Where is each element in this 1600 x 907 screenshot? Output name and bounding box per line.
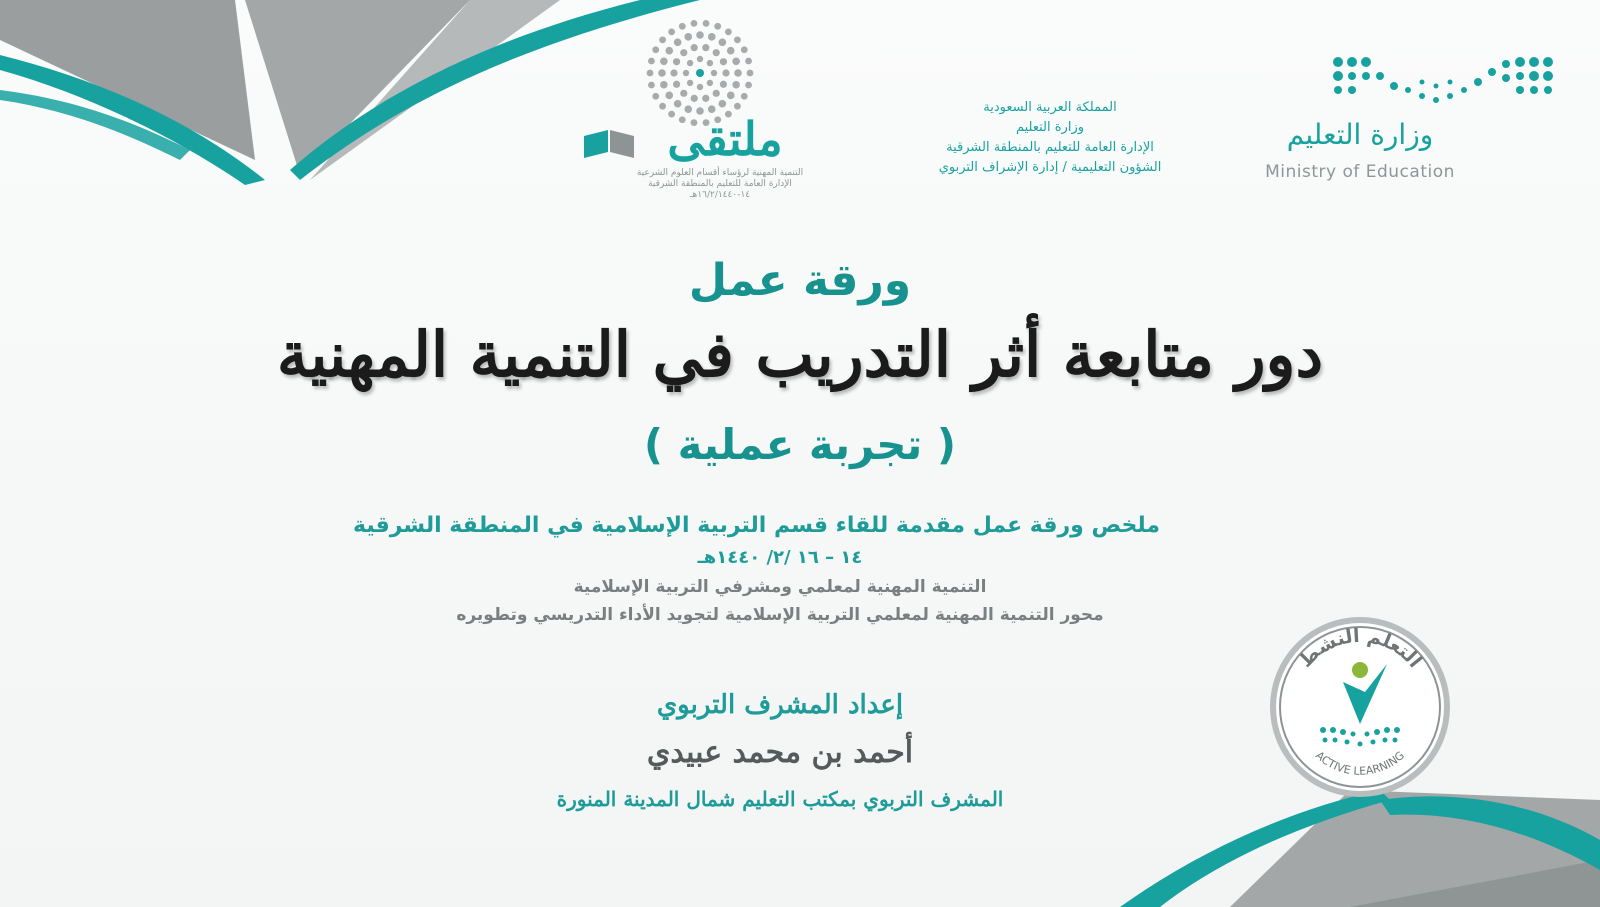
badge-english-text: ACTIVE LEARNING <box>1313 748 1407 778</box>
main-title: دور متابعة أثر التدريب في التنمية المهنية <box>276 318 1324 391</box>
ornament-dot <box>665 92 673 100</box>
ornament-dot <box>680 90 687 97</box>
ornament-dot <box>713 49 720 56</box>
ornament-dot <box>732 57 740 65</box>
ornament-dot <box>660 81 668 89</box>
ornament-dot <box>707 60 713 66</box>
summary-line: ملخص ورقة عمل مقدمة للقاء قسم التربية الإسلامية في المنطقة الشرقية <box>353 513 1160 538</box>
ornament-dot <box>665 47 673 55</box>
author-office: المشرف التربوي بمكتب التعليم شمال المدينة المنورة <box>556 787 1004 811</box>
ornament-dot <box>697 84 703 90</box>
ornament-dot <box>719 100 727 108</box>
admin-header <box>880 98 1220 178</box>
ornament-dot <box>668 28 675 35</box>
ornament-dot <box>691 44 698 51</box>
ornament-dot <box>725 28 732 35</box>
ornament-dot <box>660 57 668 65</box>
ornament-dot <box>687 60 693 66</box>
ornament-dot <box>741 93 748 100</box>
ornament-dot <box>658 69 666 77</box>
ornament-dot <box>659 36 666 43</box>
subtitle: ( تجربة عملية ) <box>643 420 957 469</box>
ornament-dot <box>680 49 687 56</box>
ornament-dot <box>734 36 741 43</box>
ornament-dot <box>648 82 655 89</box>
ornament-dot <box>697 56 703 62</box>
ornament-dot <box>674 100 682 108</box>
axis-line: محور التنمية المهنية لمعلمي التربية الإسلامية لتجويد الأداء التدريسي وتطويره <box>456 605 1104 625</box>
ornament-dot <box>720 81 727 88</box>
multaqa-logo-caption <box>590 168 850 201</box>
ornament-dot <box>659 103 666 110</box>
paper-label: ورقة عمل <box>688 255 912 306</box>
ornament-dot <box>711 70 717 76</box>
ornament-dot <box>707 80 713 86</box>
ornament-dot <box>702 95 709 102</box>
ministry-logo-english: Ministry of Education <box>1265 162 1455 182</box>
ornament-dot <box>691 95 698 102</box>
ornament-dot <box>732 81 740 89</box>
ornament-dot <box>708 33 716 41</box>
admin-line: وزارة التعليم <box>1015 120 1085 135</box>
ornament-dot <box>727 92 735 100</box>
ornament-dot <box>691 20 698 27</box>
multaqa-logo-word: ملتقى <box>667 112 783 166</box>
date-line: ١٤ – ١٦ /٢/ ١٤٤٠هـ <box>697 547 863 568</box>
active-learning-badge <box>1265 612 1455 802</box>
ornament-dot <box>673 58 680 65</box>
ornament-dot <box>652 93 659 100</box>
ornament-dot <box>720 58 727 65</box>
ornament-dot <box>647 70 654 77</box>
ornament-dot <box>727 47 735 55</box>
badge-arabic-text: التعلم النشط <box>1294 624 1426 672</box>
multaqa-caption-line: التنمية المهنية لرؤساء أقسام العلوم الشرعية <box>636 168 804 178</box>
ornament-dot <box>734 103 741 110</box>
ornament-dot <box>687 80 693 86</box>
admin-line: المملكة العربية السعودية <box>983 100 1117 115</box>
ornament-dot <box>674 38 682 46</box>
topic-line: التنمية المهنية لمعلمي ومشرفي التربية الإسلامية <box>573 577 987 597</box>
ornament-dot <box>670 69 677 76</box>
ornament-dot <box>684 33 692 41</box>
ornament-dot <box>745 82 752 89</box>
ornament-dot <box>673 81 680 88</box>
admin-line: الشؤون التعليمية / إدارة الإشراف التربوي <box>938 160 1162 175</box>
ornament-dot <box>741 46 748 53</box>
ornament-dot <box>747 70 754 77</box>
ornament-dot <box>722 69 729 76</box>
admin-line: الإدارة العامة للتعليم بالمنطقة الشرقية <box>946 140 1154 155</box>
ornament-dot <box>648 58 655 65</box>
ornament-dot <box>679 23 686 30</box>
ornament-dot <box>745 58 752 65</box>
ornament-dot <box>714 23 721 30</box>
ornament-dot <box>713 90 720 97</box>
ministry-logo-arabic: وزارة التعليم <box>1286 118 1434 151</box>
ornament-dot <box>696 31 704 39</box>
ornament-dot <box>702 44 709 51</box>
author-name: أحمد بن محمد عبيدي <box>646 735 914 770</box>
ornament-dot <box>719 38 727 46</box>
ornament-dot <box>683 70 689 76</box>
ornament-dot <box>734 69 742 77</box>
multaqa-caption-line: ١٤-١٦/٢/١٤٤٠هـ <box>689 190 751 200</box>
prepared-by: إعداد المشرف التربوي <box>656 690 904 720</box>
multaqa-caption-line: الإدارة العامة للتعليم بالمنطقة الشرقية <box>648 179 792 189</box>
ornament-dot <box>703 20 710 27</box>
ornament-dot <box>652 46 659 53</box>
